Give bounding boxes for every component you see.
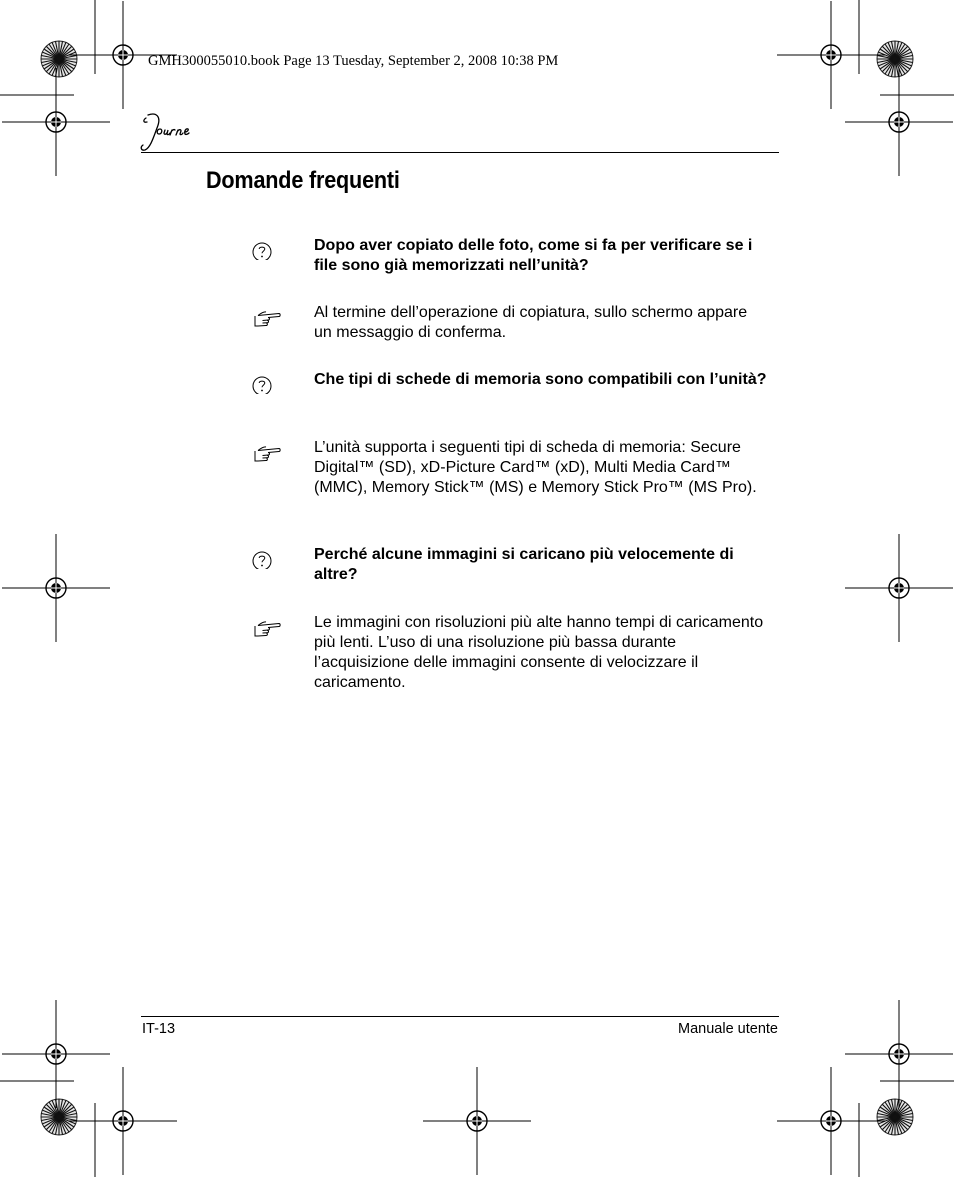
pointing-hand-icon bbox=[252, 438, 282, 462]
brand-logo bbox=[140, 112, 212, 156]
pointing-hand-icon bbox=[252, 613, 282, 637]
faq-answer-text: Al termine dell’operazione di copiatura, sullo schermo appare un messaggio di conferma. bbox=[314, 304, 748, 341]
pointing-hand-icon bbox=[252, 303, 282, 327]
question-circle-icon bbox=[252, 370, 282, 394]
manual-name: Manuale utente bbox=[678, 1021, 778, 1037]
page-number: IT-13 bbox=[142, 1021, 176, 1037]
page-title: Domande frequenti bbox=[206, 167, 400, 194]
question-circle-icon bbox=[252, 545, 282, 569]
faq-answer-text: Le immagini con risoluzioni più alte hanno tempi di caricamento più lenti. L’uso di una risoluzione più bassa durante l’acquisizione delle immagini consente di velocizzare il caricamento. bbox=[314, 614, 764, 691]
faq-question-text: Dopo aver copiato delle foto, come si fa per verificare se i file sono già memorizzati nell’unità? bbox=[314, 237, 753, 274]
faq-question-text: Che tipi di schede di memoria sono compatibili con l’unità? bbox=[314, 371, 767, 388]
faq-question-text: Perché alcune immagini si caricano più velocemente di altre? bbox=[314, 546, 734, 583]
faq-answer-text: L’unità supporta i seguenti tipi di scheda di memoria: Secure Digital™ (SD), xD-Picture Card™ (xD), Multi Media Card™ (MMC), Memory Stick™ (MS) e Memory Stick Pro™ (MS Pro). bbox=[314, 439, 757, 496]
print-slug-line: GMH300055010.book Page 13 Tuesday, September 2, 2008 10:38 PM bbox=[148, 53, 559, 69]
question-circle-icon bbox=[252, 236, 282, 260]
